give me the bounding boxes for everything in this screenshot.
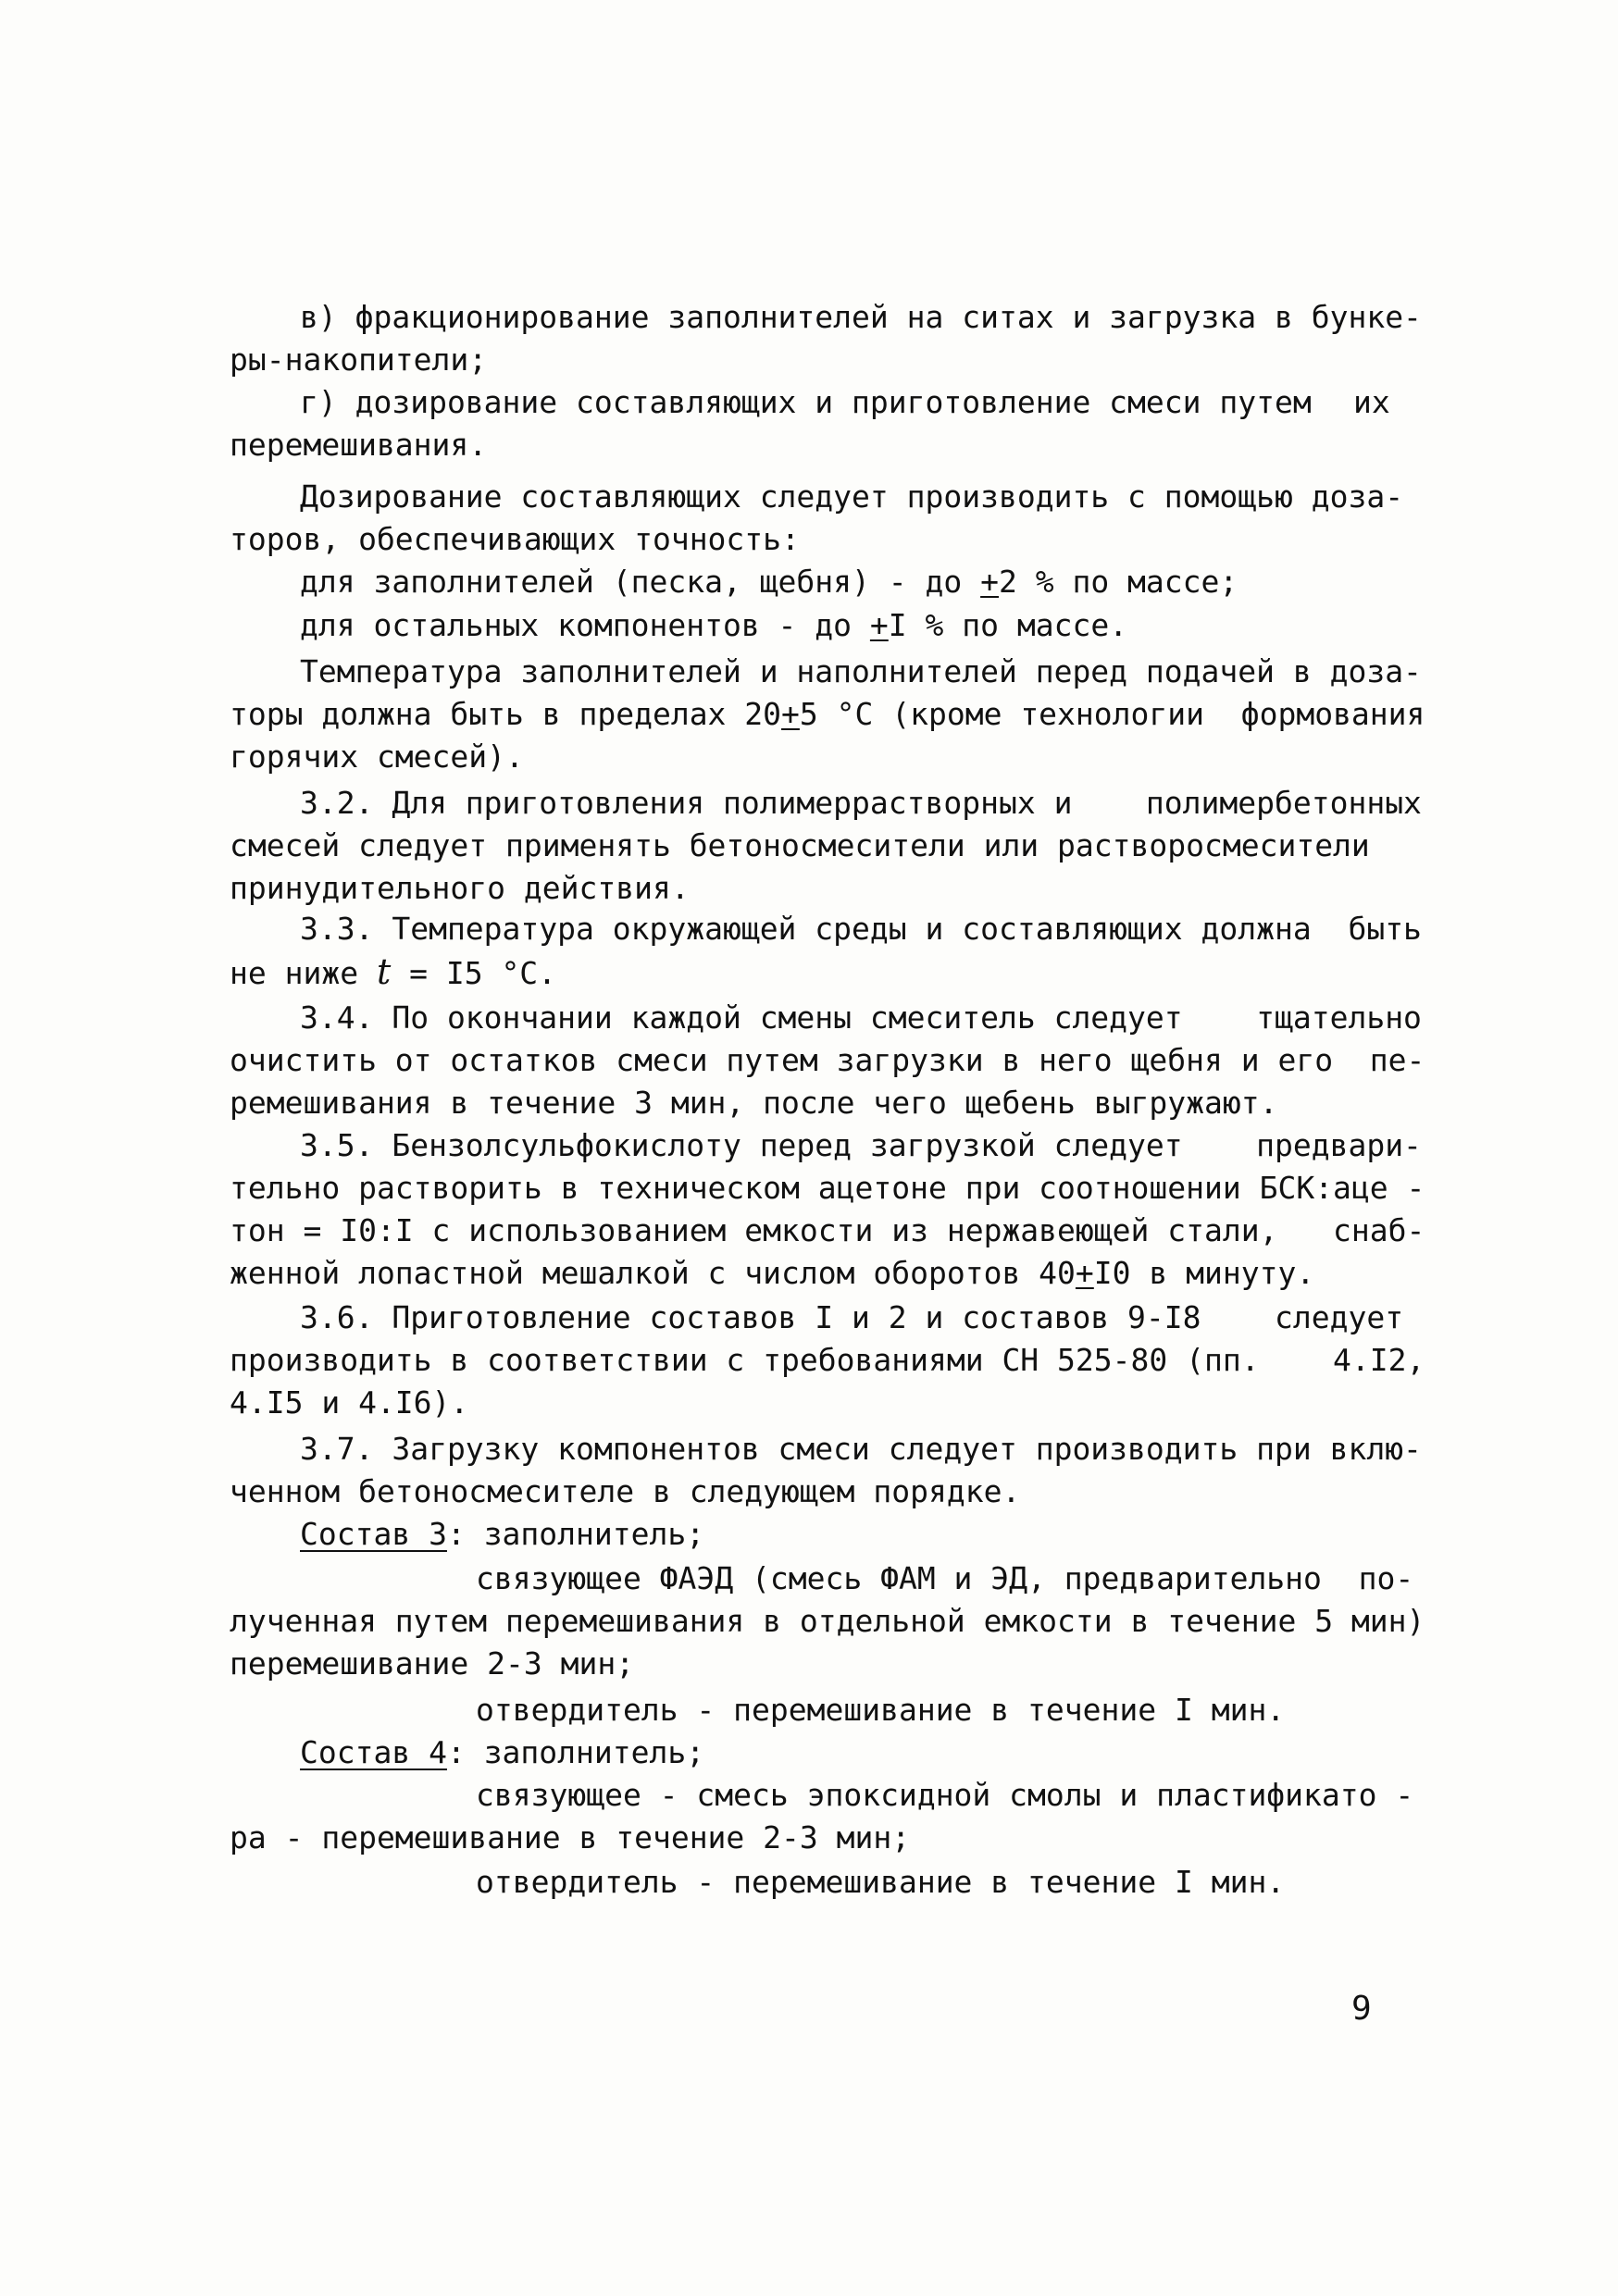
text-line bbox=[230, 696, 1425, 733]
text-line: 4.I5 и 4.I6). bbox=[230, 1384, 469, 1421]
text-line: тельно растворить в техническом ацетоне при соотношении БСК:аце - bbox=[230, 1170, 1425, 1206]
text-span: 2 % по массе; bbox=[998, 564, 1238, 600]
text-line: перемешивания. bbox=[230, 427, 488, 463]
plus-minus-sign: + bbox=[869, 607, 889, 643]
text-line: ченном бетоносмесителе в следующем порядке. bbox=[230, 1473, 1021, 1509]
text-line: связующее - смесь эпоксидной смолы и пластификато - bbox=[476, 1777, 1414, 1813]
composition-heading: Состав 3 bbox=[300, 1516, 447, 1552]
text-line: г) дозирование составляющих и приготовление смеси путем bbox=[300, 384, 1312, 420]
text-line: производить в соответствии с требованиями СН 525-80 (пп. 4.I2, bbox=[230, 1342, 1425, 1378]
text-line: 3.7. Загрузку компонентов смеси следует производить при вклю- bbox=[300, 1431, 1422, 1467]
composition-heading: Состав 4 bbox=[300, 1734, 447, 1770]
text-line: связующее ФАЭД (смесь ФАМ и ЭД, предварительно по- bbox=[476, 1560, 1414, 1596]
text-line bbox=[300, 607, 1127, 644]
text-line: лученная путем перемешивания в отдельной емкости в течение 5 мин) bbox=[230, 1603, 1425, 1639]
plus-minus-sign: + bbox=[1075, 1255, 1094, 1291]
text-line: ра - перемешивание в течение 2-3 мин; bbox=[230, 1819, 911, 1855]
text-line: 3.2. Для приготовления полимеррастворных и полимербетонных bbox=[300, 785, 1422, 821]
plus-minus-sign: + bbox=[980, 564, 999, 600]
text-line: ремешивания в течение 3 мин, после чего щебень выгружают. bbox=[230, 1085, 1278, 1121]
text-line: отвердитель - перемешивание в течение I мин. bbox=[476, 1692, 1286, 1728]
text-line: смесей следует применять бетоносмесители или растворосмесители bbox=[230, 827, 1370, 863]
text-line: принудительного действия. bbox=[230, 870, 690, 906]
text-span: для заполнителей (песка, щебня) - до bbox=[300, 564, 981, 600]
plus-minus-sign: + bbox=[781, 696, 800, 732]
text-span: торы должна быть в пределах 20 bbox=[230, 696, 782, 732]
text-line: торов, обеспечивающих точность: bbox=[230, 521, 800, 557]
text-line bbox=[300, 564, 1238, 601]
text-line: 3.6. Приготовление составов I и 2 и составов 9-I8 следует bbox=[300, 1299, 1404, 1335]
text-span: не ниже bbox=[230, 955, 377, 991]
text-span: : заполнитель; bbox=[446, 1516, 705, 1552]
text-line: отвердитель - перемешивание в течение I мин. bbox=[476, 1864, 1286, 1900]
text-line bbox=[230, 1255, 1314, 1292]
text-span: : заполнитель; bbox=[446, 1734, 705, 1770]
text-line: ры-накопители; bbox=[230, 341, 488, 378]
text-span: 5 °С (кроме технологии формования bbox=[799, 696, 1425, 732]
text-line: 3.4. По окончании каждой смены смеситель следует тщательно bbox=[300, 999, 1422, 1036]
text-span: I % по массе. bbox=[888, 607, 1128, 643]
text-line: перемешивание 2-3 мин; bbox=[230, 1645, 635, 1682]
text-span: I0 в минуту. bbox=[1093, 1255, 1315, 1291]
text-line bbox=[230, 953, 556, 992]
text-line: тон = I0:I с использованием емкости из нержавеющей стали, снаб- bbox=[230, 1212, 1425, 1248]
text-span: = I5 °С. bbox=[391, 955, 557, 991]
text-line: очистить от остатков смеси путем загрузки в него щебня и его пе- bbox=[230, 1042, 1425, 1078]
variable-t: t bbox=[376, 951, 392, 992]
page-number: 9 bbox=[1351, 1990, 1372, 2028]
text-line: 3.5. Бензолсульфокислоту перед загрузкой следует предвари- bbox=[300, 1127, 1422, 1163]
text-line bbox=[300, 1734, 704, 1771]
text-span: для остальных компонентов - до bbox=[300, 607, 870, 643]
text-line: их bbox=[1353, 384, 1390, 420]
text-line: 3.3. Температура окружающей среды и составляющих должна быть bbox=[300, 911, 1422, 947]
text-span: женной лопастной мешалкой с числом оборотов 40 bbox=[230, 1255, 1076, 1291]
text-line bbox=[300, 1516, 704, 1553]
text-line: горячих смесей). bbox=[230, 738, 524, 775]
text-line: Температура заполнителей и наполнителей перед подачей в доза- bbox=[300, 653, 1422, 689]
text-line: в) фракционирование заполнителей на ситах и загрузка в бунке- bbox=[300, 299, 1422, 335]
text-line: Дозирование составляющих следует производить с помощью доза- bbox=[300, 478, 1404, 515]
